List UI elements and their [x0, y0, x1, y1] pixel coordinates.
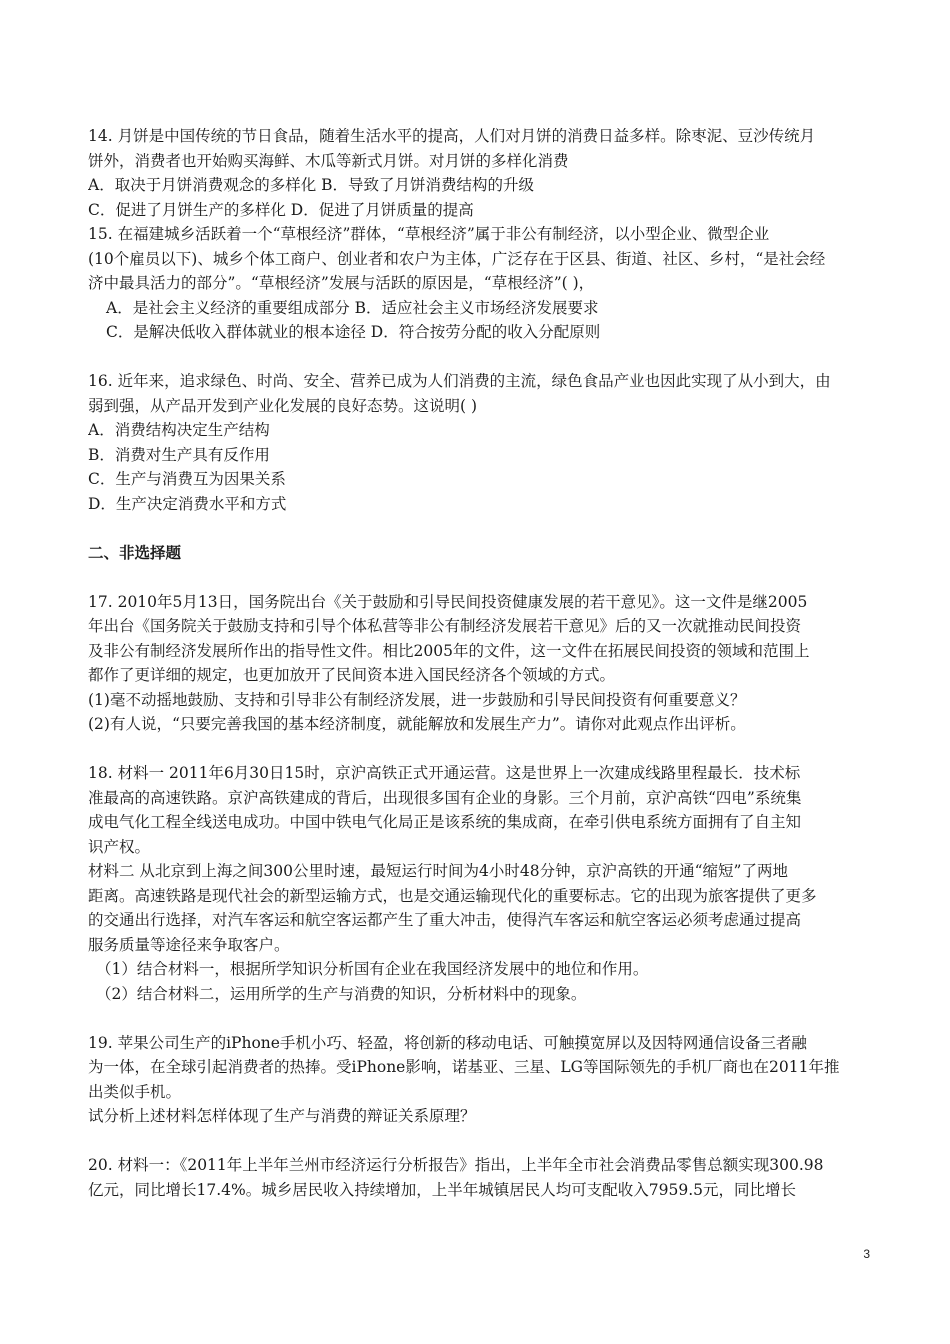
spacer: [88, 345, 863, 370]
question-17-line: 17. 2010年5月13日，国务院出台《关于鼓励和引导民间投资健康发展的若干意见》。这一文件是继2005: [88, 592, 808, 611]
question-14-options-ab: A．取决于月饼消费观念的多样化 B．导致了月饼消费结构的升级: [88, 176, 535, 194]
question-18-line: 成电气化工程全线送电成功。中国中铁电气化局正是该系统的集成商，在牵引供电系统方面拥有了自主知: [88, 813, 802, 831]
question-15-options-ab: A．是社会主义经济的重要组成部分 B．适应社会主义市场经济发展要求: [106, 298, 599, 317]
question-18-line: 18. 材料一 2011年6月30日15时，京沪高铁正式开通运营。这是世界上一次建成线路里程最长．技术标: [88, 764, 801, 782]
question-15-stem-line: (10个雇员以下)、城乡个体工商户、创业者和农户为主体，广泛存在于区县、街道、社区、乡村，“是社会经: [88, 249, 826, 268]
question-18-line: 识产权。: [88, 837, 151, 856]
section-heading: 二、非选择题: [88, 542, 182, 562]
question-14: [88, 124, 863, 222]
question-15: [88, 222, 863, 345]
page-number: 3: [863, 1247, 870, 1261]
question-16-stem-line: 16. 近年来，追求绿色、时尚、安全、营养已成为人们消费的主流，绿色食品产业也因此实现了从小到大，由: [88, 372, 831, 390]
question-19: [88, 1031, 863, 1129]
question-18-line: 服务质量等途径来争取客户。: [88, 935, 290, 954]
question-19-line: 19. 苹果公司生产的iPhone手机小巧、轻盈，将创新的移动电话、可触摸宽屏以及因特网通信设备三者融: [88, 1033, 807, 1052]
question-18-line: 的交通出行选择，对汽车客运和航空客运都产生了重大冲击，使得汽车客运和航空客运必须考虑通过提高: [88, 911, 802, 929]
question-17: [88, 590, 863, 737]
question-18: [88, 761, 863, 1006]
question-16: [88, 369, 863, 516]
question-17-sub-2: (2)有人说，“只要完善我国的基本经济制度，就能解放和发展生产力”。请你对此观点作出评析。: [88, 715, 746, 733]
question-14-stem-line: 饼外，消费者也开始购买海鲜、木瓜等新式月饼。对月饼的多样化消费: [88, 151, 569, 170]
page-content: [88, 124, 863, 1202]
spacer: [88, 516, 863, 541]
question-20-line: 20. 材料一：《2011年上半年兰州市经济运行分析报告》指出，上半年全市社会消费品零售总额实现300.98: [88, 1156, 824, 1174]
question-14-options-cd: C．促进了月饼生产的多样化 D．促进了月饼质量的提高: [88, 200, 474, 219]
question-19-line: 为一体，在全球引起消费者的热捧。受iPhone影响，诺基亚、三星、LG等国际领先的手机厂商也在2011年推: [88, 1058, 840, 1076]
question-16-stem-line: 弱到强，从产品开发到产业化发展的良好态势。这说明( ): [88, 396, 478, 415]
question-18-line: 材料二 从北京到上海之间300公里时速，最短运行时间为4小时48分钟，京沪高铁的开通“缩短”了两地: [88, 862, 788, 880]
spacer: [88, 737, 863, 762]
question-16-option-c: C．生产与消费互为因果关系: [88, 470, 286, 488]
question-17-line: 都作了更详细的规定，也更加放开了民间资本进入国民经济各个领域的方式。: [88, 666, 616, 684]
question-20: [88, 1153, 863, 1202]
question-18-line: 距离。高速铁路是现代社会的新型运输方式，也是交通运输现代化的重要标志。它的出现为旅客提供了更多: [88, 886, 817, 905]
question-16-option-d: D．生产决定消费水平和方式: [88, 494, 287, 513]
question-18-sub-2: （2）结合材料二，运用所学的生产与消费的知识，分析材料中的现象。: [96, 984, 587, 1003]
question-16-option-a: A．消费结构决定生产结构: [88, 421, 270, 439]
question-19-line: 出类似手机。: [88, 1082, 182, 1101]
question-17-line: 年出台《国务院关于鼓励支持和引导个体私营等非公有制经济发展若干意见》后的又一次就推动民间投资: [88, 617, 802, 635]
spacer: [88, 1006, 863, 1031]
question-18-line: 准最高的高速铁路。京沪高铁建成的背后，出现很多国有企业的身影。三个月前，京沪高铁“四电”系统集: [88, 788, 802, 807]
question-19-prompt: 试分析上述材料怎样体现了生产与消费的辩证关系原理？: [88, 1107, 476, 1125]
question-20-line: 亿元，同比增长17.4%。城乡居民收入持续增加，上半年城镇居民人均可支配收入7959.5元，同比增长: [88, 1180, 796, 1199]
question-16-option-b: B．消费对生产具有反作用: [88, 445, 270, 464]
spacer: [88, 565, 863, 590]
question-15-stem-line: 15. 在福建城乡活跃着一个“草根经济”群体，“草根经济”属于非公有制经济，以小型企业、微型企业: [88, 225, 770, 243]
question-18-sub-1: （1）结合材料一，根据所学知识分析国有企业在我国经济发展中的地位和作用。: [96, 960, 649, 978]
spacer: [88, 1129, 863, 1154]
question-17-sub-1: (1)毫不动摇地鼓励、支持和引导非公有制经济发展，进一步鼓励和引导民间投资有何重要意义？: [88, 690, 746, 709]
question-17-line: 及非公有制经济发展所作出的指导性文件。相比2005年的文件，这一文件在拓展民间投资的领域和范围上: [88, 641, 810, 660]
question-15-options-cd: C．是解决低收入群体就业的根本途径 D．符合按劳分配的收入分配原则: [106, 323, 601, 341]
question-14-stem-line: 14. 月饼是中国传统的节日食品，随着生活水平的提高，人们对月饼的消费日益多样。除枣泥、豆沙传统月: [88, 127, 816, 145]
question-15-stem-line: 济中最具活力的部分”。“草根经济”发展与活跃的原因是，“草根经济”( )，: [88, 274, 595, 292]
